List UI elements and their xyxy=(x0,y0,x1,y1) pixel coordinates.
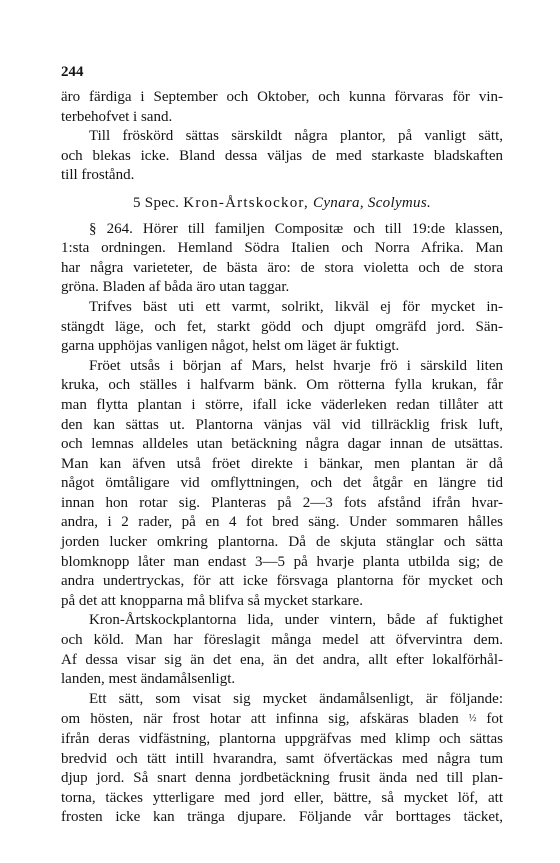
text-line: bredvid och tätt intill hvarandra, samt öfvertäckas med några tum xyxy=(61,750,503,767)
text-line: Kron-Årtskockplantorna lida, under vintern, både af fuktighet xyxy=(89,612,503,629)
page-number: 244 xyxy=(61,64,84,80)
section-heading xyxy=(61,194,503,214)
text-line: stängdt läge, och fet, starkt gödd och djupt omgräfd jord. Sän- xyxy=(61,318,503,335)
heading-prefix: 5 Spec. xyxy=(132,194,180,211)
text-line: på det att knopparna må blifva så mycket starkare. xyxy=(61,592,363,609)
text-line: Af dessa visar sig än det ena, än det andra, allt efter lokalförhål- xyxy=(61,651,503,668)
text-line: blomknopp låter man endast 3—5 på hvarje planta utbilda sig; de xyxy=(61,553,503,570)
text-line: § 264. Hörer till familjen Compositæ och till 19:de klassen, xyxy=(89,220,503,237)
text-line: gröna. Bladen af båda äro utan taggar. xyxy=(61,279,290,296)
text-line: har några varieteter, de bästa äro: de stora violetta och de stora xyxy=(61,259,503,276)
heading-name: Kron-Årtskockor, xyxy=(183,194,309,211)
text-line: och lemnas alldeles utan betäckning några dagar innan de utsättas. xyxy=(61,436,503,453)
text-line: Fröet utsås i början af Mars, helst hvarje frö i särskild liten xyxy=(89,357,503,374)
text-line: landen, mest ändamålsenligt. xyxy=(61,671,236,688)
text-line: något ömtåligare vid omflyttningen, och det åtgår en längre tid xyxy=(61,475,503,492)
text-line: 1:sta ordningen. Hemland Södra Italien och Norra Afrika. Man xyxy=(61,240,503,257)
text-line: andra undertryckas, för att icke försvaga plantorna för mycket och xyxy=(61,573,503,590)
text-line: Man kan äfven utså fröet direkte i bänkar, men plantan är då xyxy=(61,455,503,472)
text-segment: om hösten, när frost hotar att infinna sig, afskäras bladen xyxy=(61,711,459,728)
text-line: djup jord. Så snart denna jordbetäckning frusit ända ned till plan- xyxy=(61,770,503,787)
text-segment: fot xyxy=(486,711,504,728)
heading-latin: Cynara, Scolymus. xyxy=(313,194,432,211)
text-line: man flytta plantan i större, ifall icke väderleken redan tillåter att xyxy=(61,396,503,413)
text-line: garna upphöjas vanligen något, helst om läget är fuktigt. xyxy=(61,338,400,355)
text-line xyxy=(61,709,503,730)
text-line: frosten icke kan tränga djupare. Följande vår borttages täcket, xyxy=(61,809,503,826)
page-text xyxy=(61,88,503,828)
text-line: terbehofvet i sand. xyxy=(61,108,173,125)
text-line: Ett sätt, som visat sig mycket ändamålsenligt, är följande: xyxy=(89,690,503,707)
text-line: ifrån deras vidfästning, plantorna uppgräfvas med klimp och sättas xyxy=(61,731,503,747)
text-line: Trifves bäst uti ett varmt, solrikt, likväl ej för mycket in- xyxy=(89,298,503,315)
fraction: ½ xyxy=(468,713,477,725)
text-line: äro färdiga i September och Oktober, och kunna förvaras för vin- xyxy=(61,89,503,105)
text-line: innan hon rotar sig. Planteras på 2—3 fots afstånd ifrån hvar- xyxy=(61,494,503,511)
text-line: till frostånd. xyxy=(61,167,135,184)
text-line: och blekas icke. Bland dessa väljas de med starkaste bladskaften xyxy=(61,147,503,164)
text-line: torna, täckes ytterligare med jord eller, bättre, så mycket löf, att xyxy=(61,789,503,806)
text-line: Till fröskörd sättas särskildt några plantor, på vanligt sätt, xyxy=(89,128,503,145)
text-line: jorden lucker omkring plantorna. Då de skjuta stänglar och sätta xyxy=(61,534,503,551)
text-line: kruka, och ställes i halfvarm bänk. Om rötterna fylla krukan, får xyxy=(61,377,503,394)
text-line: och köld. Man har föreslagit många medel att öfvervintra dem. xyxy=(61,632,503,649)
text-line: den kan sättas ut. Plantorna vänjas väl vid tillräcklig frisk luft, xyxy=(61,416,503,433)
text-line: andra, i 2 rader, på en 4 fot bred säng. Under sommaren hålles xyxy=(61,514,503,531)
